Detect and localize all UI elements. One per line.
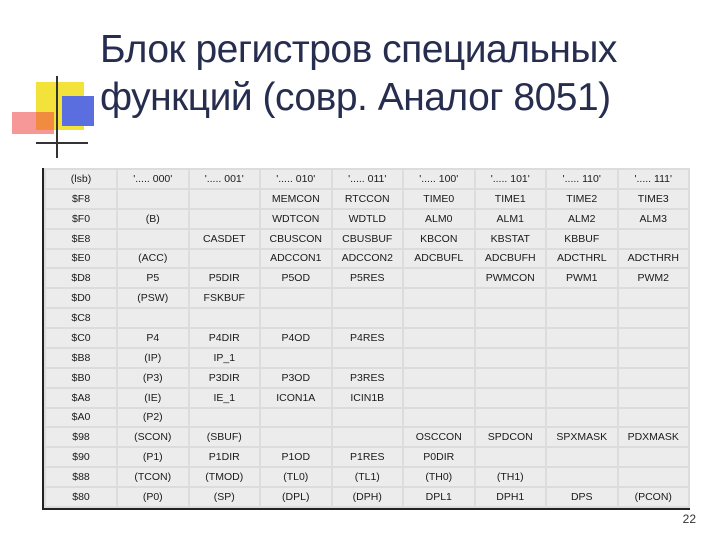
register-cell [190, 309, 260, 327]
register-cell: TIME2 [547, 190, 617, 208]
row-address-cell: $E0 [46, 250, 116, 268]
register-cell [547, 309, 617, 327]
register-cell [547, 369, 617, 387]
register-cell: PWM2 [619, 269, 689, 287]
sfr-table-container [42, 168, 690, 510]
register-cell: ICIN1B [333, 389, 403, 407]
register-cell: ADCTHRH [619, 250, 689, 268]
register-cell: P1OD [261, 448, 331, 466]
table-row [46, 269, 688, 287]
table-row [46, 369, 688, 387]
register-cell [476, 329, 546, 347]
register-cell [547, 289, 617, 307]
register-cell [261, 289, 331, 307]
decor-blue-square [62, 96, 94, 126]
table-row [46, 468, 688, 486]
register-cell [333, 349, 403, 367]
register-cell: KBBUF [547, 230, 617, 248]
register-cell: P4DIR [190, 329, 260, 347]
register-cell: P4OD [261, 329, 331, 347]
register-cell: DPL1 [404, 488, 474, 506]
register-cell: (P1) [118, 448, 188, 466]
table-row [46, 289, 688, 307]
register-cell: (SBUF) [190, 428, 260, 446]
register-cell: (IE) [118, 389, 188, 407]
table-row [46, 309, 688, 327]
table-row [46, 349, 688, 367]
table-row [46, 210, 688, 228]
register-cell: (TMOD) [190, 468, 260, 486]
register-cell: P5DIR [190, 269, 260, 287]
register-cell [476, 389, 546, 407]
register-cell: ALM1 [476, 210, 546, 228]
register-cell [333, 409, 403, 427]
register-cell: RTCCON [333, 190, 403, 208]
register-cell: P3DIR [190, 369, 260, 387]
register-cell: ALM0 [404, 210, 474, 228]
table-row [46, 448, 688, 466]
register-cell [619, 230, 689, 248]
register-cell [404, 329, 474, 347]
register-cell [619, 389, 689, 407]
register-cell: FSKBUF [190, 289, 260, 307]
register-cell: (PCON) [619, 488, 689, 506]
table-row [46, 409, 688, 427]
register-cell [619, 468, 689, 486]
register-cell [404, 369, 474, 387]
row-address-cell: $80 [46, 488, 116, 506]
register-cell [333, 309, 403, 327]
register-cell: PWMCON [476, 269, 546, 287]
register-cell [476, 409, 546, 427]
register-cell: (SP) [190, 488, 260, 506]
register-cell: (P2) [118, 409, 188, 427]
register-cell: '..... 010' [261, 170, 331, 188]
register-cell [404, 409, 474, 427]
table-row [46, 329, 688, 347]
row-address-cell: $88 [46, 468, 116, 486]
register-cell [261, 349, 331, 367]
register-cell: DPS [547, 488, 617, 506]
register-cell: (P3) [118, 369, 188, 387]
register-cell [404, 269, 474, 287]
register-cell [547, 409, 617, 427]
register-cell: ADCBUFL [404, 250, 474, 268]
register-cell [619, 289, 689, 307]
register-cell [333, 289, 403, 307]
register-cell [404, 349, 474, 367]
row-address-cell: $C0 [46, 329, 116, 347]
register-cell: (DPL) [261, 488, 331, 506]
register-cell [190, 409, 260, 427]
register-cell [619, 409, 689, 427]
register-cell: (PSW) [118, 289, 188, 307]
register-cell: SPDCON [476, 428, 546, 446]
register-cell [619, 329, 689, 347]
register-cell: (SCON) [118, 428, 188, 446]
register-cell: ALM2 [547, 210, 617, 228]
table-row [46, 389, 688, 407]
register-cell: '..... 110' [547, 170, 617, 188]
register-cell [261, 428, 331, 446]
register-cell [547, 349, 617, 367]
register-cell: P3RES [333, 369, 403, 387]
register-cell [547, 468, 617, 486]
register-cell: P4 [118, 329, 188, 347]
register-cell [190, 210, 260, 228]
register-cell [476, 289, 546, 307]
register-cell: ICON1A [261, 389, 331, 407]
register-cell: KBSTAT [476, 230, 546, 248]
register-cell: TIME3 [619, 190, 689, 208]
decor-vertical-line [56, 76, 58, 158]
register-cell: ALM3 [619, 210, 689, 228]
register-cell: SPXMASK [547, 428, 617, 446]
register-cell: (TL1) [333, 468, 403, 486]
register-cell: OSCCON [404, 428, 474, 446]
register-cell: CASDET [190, 230, 260, 248]
register-cell: PWM1 [547, 269, 617, 287]
table-row [46, 428, 688, 446]
register-cell [190, 250, 260, 268]
page-number: 22 [682, 512, 696, 526]
register-cell [404, 309, 474, 327]
register-cell [190, 190, 260, 208]
register-cell: '..... 111' [619, 170, 689, 188]
register-cell: WDTCON [261, 210, 331, 228]
register-cell: (TH0) [404, 468, 474, 486]
register-cell: ADCCON2 [333, 250, 403, 268]
row-address-cell: $A8 [46, 389, 116, 407]
row-address-cell: $90 [46, 448, 116, 466]
register-cell [619, 448, 689, 466]
register-cell: MEMCON [261, 190, 331, 208]
register-cell: (ACC) [118, 250, 188, 268]
register-cell [118, 190, 188, 208]
register-cell: (TL0) [261, 468, 331, 486]
register-cell: WDTLD [333, 210, 403, 228]
decor-horizontal-line [36, 142, 88, 144]
register-cell: (B) [118, 210, 188, 228]
register-cell [333, 428, 403, 446]
row-address-cell: $C8 [46, 309, 116, 327]
register-cell: P0DIR [404, 448, 474, 466]
register-cell: P5RES [333, 269, 403, 287]
register-cell: TIME1 [476, 190, 546, 208]
register-cell [476, 369, 546, 387]
register-cell: KBCON [404, 230, 474, 248]
row-address-cell: $D0 [46, 289, 116, 307]
register-cell [261, 409, 331, 427]
row-address-cell: $B8 [46, 349, 116, 367]
decor-red-bar [12, 112, 54, 134]
table-row [46, 250, 688, 268]
register-cell: (DPH) [333, 488, 403, 506]
register-cell [404, 389, 474, 407]
register-cell [619, 309, 689, 327]
register-cell: P5 [118, 269, 188, 287]
register-cell: PDXMASK [619, 428, 689, 446]
row-address-cell: $A0 [46, 409, 116, 427]
register-cell: TIME0 [404, 190, 474, 208]
row-address-cell: $F8 [46, 190, 116, 208]
register-cell [476, 349, 546, 367]
register-cell: (TCON) [118, 468, 188, 486]
register-cell: (P0) [118, 488, 188, 506]
register-cell [547, 329, 617, 347]
slide-title-line-2: функций (совр. Аналог 8051) [100, 76, 611, 119]
register-cell: ADCTHRL [547, 250, 617, 268]
register-cell [404, 289, 474, 307]
register-cell: (TH1) [476, 468, 546, 486]
row-address-cell: $D8 [46, 269, 116, 287]
register-cell: (IP) [118, 349, 188, 367]
register-cell: P1DIR [190, 448, 260, 466]
register-cell: P4RES [333, 329, 403, 347]
register-cell: P1RES [333, 448, 403, 466]
register-cell: IE_1 [190, 389, 260, 407]
register-cell: P5OD [261, 269, 331, 287]
register-cell: '..... 100' [404, 170, 474, 188]
register-cell: DPH1 [476, 488, 546, 506]
table-header-row [46, 170, 688, 188]
row-address-cell: $98 [46, 428, 116, 446]
slide-title [100, 26, 700, 122]
register-cell [118, 309, 188, 327]
row-address-cell: (lsb) [46, 170, 116, 188]
register-cell [476, 448, 546, 466]
register-cell [619, 349, 689, 367]
table-row [46, 190, 688, 208]
register-cell: P3OD [261, 369, 331, 387]
register-cell: CBUSCON [261, 230, 331, 248]
register-cell [118, 230, 188, 248]
register-cell: CBUSBUF [333, 230, 403, 248]
register-cell [619, 369, 689, 387]
register-cell [547, 448, 617, 466]
register-cell [261, 309, 331, 327]
register-cell [547, 389, 617, 407]
slide-title-line-1: Блок регистров специальных [100, 28, 617, 71]
row-address-cell: $E8 [46, 230, 116, 248]
row-address-cell: $B0 [46, 369, 116, 387]
sfr-table [44, 168, 690, 508]
register-cell: '..... 000' [118, 170, 188, 188]
register-cell: IP_1 [190, 349, 260, 367]
register-cell: '..... 011' [333, 170, 403, 188]
register-cell [476, 309, 546, 327]
register-cell: ADCBUFH [476, 250, 546, 268]
register-cell: '..... 101' [476, 170, 546, 188]
register-cell: ADCCON1 [261, 250, 331, 268]
table-row [46, 230, 688, 248]
table-row [46, 488, 688, 506]
register-cell: '..... 001' [190, 170, 260, 188]
row-address-cell: $F0 [46, 210, 116, 228]
